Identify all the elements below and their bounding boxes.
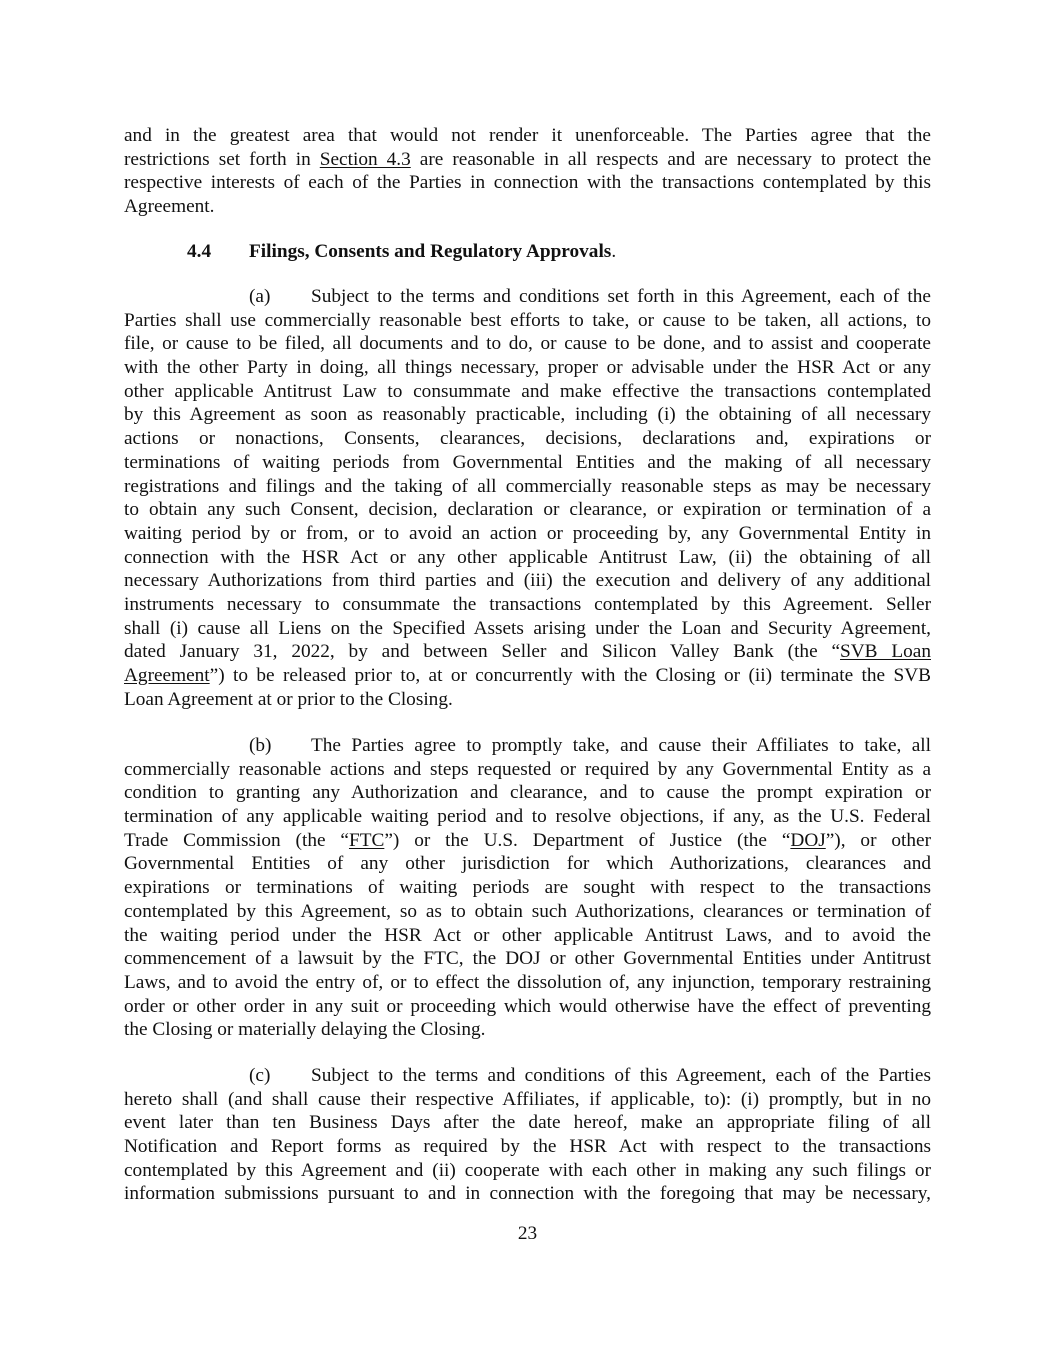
text-line <box>124 356 931 380</box>
text-line <box>124 900 931 924</box>
text-segment: waiting period by or from, or to avoid an action or proceeding by, any Governmental Entity in <box>124 522 931 544</box>
text-line <box>124 617 931 641</box>
text-segment: ”) to be released prior to, at or concurrently with the Closing or (ii) terminate the SVB <box>209 665 931 686</box>
text-segment: condition to granting any Authorization and clearance, and to cause the prompt expiration or <box>124 782 931 804</box>
text-segment: connection with the HSR Act or any other applicable Antitrust Law, (ii) the obtaining of all <box>124 546 931 568</box>
text-segment: Subject to the terms and conditions set forth in this Agreement, each of the <box>311 286 931 307</box>
text-segment: commercially reasonable actions and steps requested or required by any Governmental Entity as a <box>124 758 931 780</box>
text-line <box>124 758 931 782</box>
text-line <box>124 734 931 758</box>
section-heading <box>187 240 616 264</box>
text-line <box>124 1135 931 1159</box>
text-segment: Agreement. <box>124 196 215 218</box>
text-line <box>124 971 931 995</box>
text-line <box>124 688 931 712</box>
text-segment: actions or nonactions, Consents, clearances, decisions, declarations and, expirations or <box>124 428 931 450</box>
text-segment: termination of any applicable waiting period and to resolve objections, if any, as the U.S. Federal <box>124 806 931 828</box>
paragraph-b <box>124 734 931 1042</box>
text-line <box>124 332 931 356</box>
text-line <box>124 995 931 1019</box>
text-segment: Subject to the terms and conditions of this Agreement, each of the Parties <box>311 1065 931 1086</box>
text-line <box>124 546 931 570</box>
text-line <box>124 285 931 309</box>
text-segment: Parties shall use commercially reasonable best efforts to take, or cause to be taken, all actions, to <box>124 309 931 331</box>
text-line <box>124 148 931 172</box>
text-segment: contemplated by this Agreement, so as to obtain such Authorizations, clearances or termination of <box>124 900 931 922</box>
text-line <box>124 522 931 546</box>
text-segment: ”), or other <box>825 829 931 851</box>
text-line <box>124 1088 931 1112</box>
text-line <box>124 403 931 427</box>
text-segment: dated January 31, 2022, by and between Seller and Silicon Valley Bank (the “ <box>124 641 841 663</box>
text-line <box>124 805 931 829</box>
text-segment: information submissions pursuant to and in connection with the foregoing that may be necessary, <box>124 1183 931 1205</box>
text-line <box>124 852 931 876</box>
text-segment: respective interests of each of the Parties in connection with the transactions contemplated by this <box>124 172 931 194</box>
text-segment: with the other Party in doing, all things necessary, proper or advisable under the HSR Act or any <box>124 357 931 379</box>
text-segment: event later than ten Business Days after the date hereof, make an appropriate filing of all <box>124 1112 931 1134</box>
text-segment: Notification and Report forms as required by the HSR Act with respect to the transactions <box>124 1136 931 1158</box>
text-line <box>124 781 931 805</box>
text-line <box>124 924 931 948</box>
text-segment: the Closing or materially delaying the Closing. <box>124 1019 486 1041</box>
text-segment: terminations of waiting periods from Governmental Entities and the making of all necessary <box>124 451 931 473</box>
text-segment: expirations or terminations of waiting periods are sought with respect to the transactions <box>124 877 931 899</box>
text-line <box>124 1182 931 1206</box>
defined-term-reference: FTC <box>348 829 385 851</box>
text-segment: hereto shall (and shall cause their respective Affiliates, if applicable, to): (i) promptly, but in no <box>124 1088 931 1110</box>
text-line <box>124 664 931 688</box>
section-title: Filings, Consents and Regulatory Approvals <box>249 241 612 262</box>
text-segment: by this Agreement as soon as reasonably practicable, including (i) the obtaining of all necessary <box>124 404 931 426</box>
paragraph-label: (c) <box>249 1065 271 1086</box>
text-line <box>124 451 931 475</box>
text-line <box>124 1111 931 1135</box>
text-segment: registrations and filings and the taking of all commercially reasonable steps as may be necessary <box>124 475 931 497</box>
text-line <box>124 195 931 219</box>
defined-term-reference: SVB Loan <box>840 641 931 663</box>
page-number: 23 <box>517 1223 538 1244</box>
text-segment: Laws, and to avoid the entry of, or to effect the dissolution of, any injunction, temporary restraining <box>124 971 931 993</box>
paragraph-a <box>124 285 931 711</box>
text-line <box>124 171 931 195</box>
text-segment: order or other order in any suit or proceeding which would otherwise have the effect of preventing <box>124 995 931 1017</box>
text-segment: commencement of a lawsuit by the FTC, the DOJ or other Governmental Entities under Antitrust <box>124 948 931 970</box>
text-segment: file, or cause to be filed, all documents and to do, or cause to be done, and to assist and cooperate <box>124 333 931 355</box>
paragraph-label: (b) <box>249 735 272 756</box>
defined-term-reference: Section 4.3 <box>319 148 411 170</box>
section-number: 4.4 <box>187 241 212 262</box>
text-segment: instruments necessary to consummate the transactions contemplated by this Agreement. Seller <box>124 593 931 615</box>
text-segment: Trade Commission (the “ <box>124 829 349 851</box>
paragraph-intro <box>124 124 931 219</box>
text-line <box>124 1018 931 1042</box>
text-line <box>124 380 931 404</box>
defined-term-reference: DOJ <box>790 829 826 851</box>
text-segment: The Parties agree to promptly take, and cause their Affiliates to take, all <box>311 735 931 756</box>
text-segment: contemplated by this Agreement and (ii) cooperate with each other in making any such filings or <box>124 1159 931 1181</box>
text-segment: restrictions set forth in <box>124 148 320 170</box>
paragraph-c <box>124 1064 931 1206</box>
text-line <box>124 124 931 148</box>
text-segment: other applicable Antitrust Law to consummate and make effective the transactions contemplated <box>124 380 931 402</box>
text-line <box>124 569 931 593</box>
text-line <box>124 829 931 853</box>
text-segment: the waiting period under the HSR Act or other applicable Antitrust Laws, and to avoid the <box>124 924 931 946</box>
text-line <box>124 427 931 451</box>
paragraph-label: (a) <box>249 286 271 307</box>
text-segment: ”) or the U.S. Department of Justice (the “ <box>384 829 791 851</box>
text-line <box>124 475 931 499</box>
text-line <box>124 876 931 900</box>
text-segment: are reasonable in all respects and are necessary to protect the <box>410 148 931 170</box>
text-line <box>124 1064 931 1088</box>
text-segment: to obtain any such Consent, decision, declaration or clearance, or expiration or termination of a <box>124 499 931 521</box>
defined-term-reference: Agreement <box>124 665 210 686</box>
text-line <box>124 1159 931 1183</box>
text-segment: shall (i) cause all Liens on the Specified Assets arising under the Loan and Security Agreement, <box>124 617 931 639</box>
section-title-period: . <box>611 241 617 262</box>
text-segment: necessary Authorizations from third parties and (iii) the execution and delivery of any additional <box>124 570 931 592</box>
text-line <box>124 593 931 617</box>
text-line <box>124 498 931 522</box>
text-line <box>124 640 931 664</box>
text-segment: and in the greatest area that would not render it unenforceable. The Parties agree that the <box>124 125 931 146</box>
text-segment: Governmental Entities of any other jurisdiction for which Authorizations, clearances and <box>124 853 931 875</box>
text-segment: Loan Agreement at or prior to the Closing. <box>124 688 453 710</box>
text-line <box>124 309 931 333</box>
text-line <box>124 947 931 971</box>
